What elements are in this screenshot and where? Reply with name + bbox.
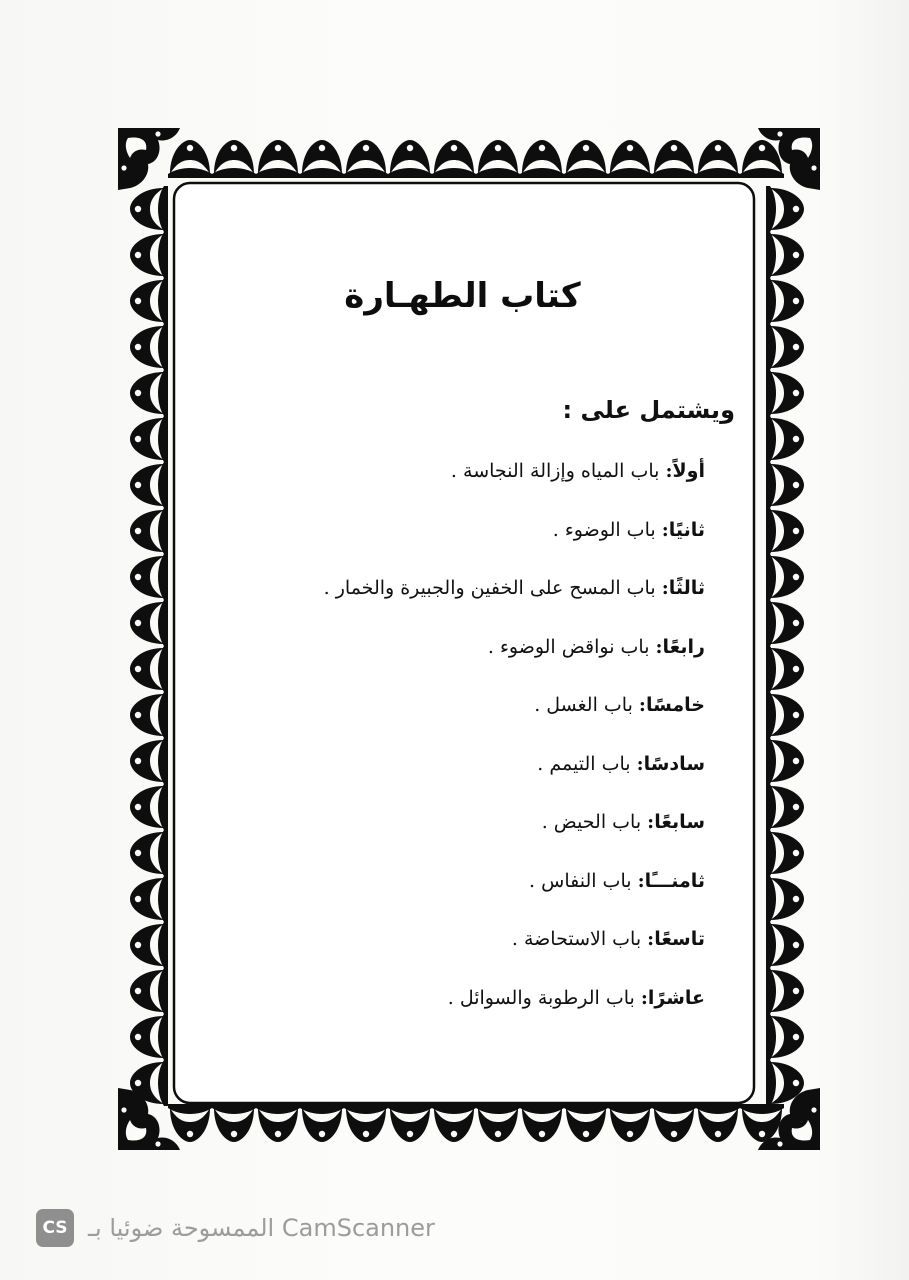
camscanner-logo-icon: CS bbox=[36, 1209, 74, 1247]
list-item: أولاً: باب المياه وإزالة النجاسة . bbox=[450, 460, 705, 482]
chapter-title: باب التيمم . bbox=[537, 752, 637, 775]
chapter-ordinal: تاسعًا bbox=[654, 928, 705, 950]
page-title: كتاب الطهـارة bbox=[344, 276, 581, 316]
chapter-ordinal: ثامنـــًا bbox=[644, 869, 705, 892]
chapter-title: باب المياه وإزالة النجاسة . bbox=[450, 460, 666, 482]
chapter-list bbox=[324, 460, 705, 1045]
frame-top-border bbox=[168, 140, 784, 178]
chapter-ordinal: عاشرًا bbox=[647, 986, 705, 1009]
chapter-ordinal: ثالثًا bbox=[668, 577, 705, 599]
chapter-ordinal: خامسًا bbox=[645, 694, 705, 716]
chapter-title: باب المسح على الخفين والجبيرة والخمار . bbox=[323, 577, 662, 599]
chapter-ordinal: ثانيًا bbox=[668, 518, 705, 541]
list-item: رابعًا: باب نواقض الوضوء . bbox=[487, 635, 705, 658]
chapter-title: باب الاستحاضة . bbox=[511, 928, 648, 950]
intro-heading: ويشتمل على : bbox=[562, 396, 735, 424]
frame-left-border bbox=[130, 186, 168, 1106]
camscanner-watermark bbox=[36, 1207, 435, 1249]
list-item: خامسًا: باب الغسل . bbox=[534, 694, 705, 716]
chapter-ordinal: سادسًا bbox=[643, 752, 705, 775]
chapter-title: باب الرطوبة والسوائل . bbox=[447, 986, 641, 1009]
chapter-title: باب الحيض . bbox=[541, 811, 648, 833]
chapter-title: باب النفاس . bbox=[529, 869, 638, 892]
chapter-title: باب الوضوء . bbox=[552, 518, 662, 541]
page-content bbox=[180, 190, 745, 1100]
watermark-text: الممسوحة ضوئيا بـ CamScanner bbox=[88, 1214, 435, 1242]
chapter-title: باب الغسل . bbox=[534, 694, 639, 716]
list-item: عاشرًا: باب الرطوبة والسوائل . bbox=[447, 986, 705, 1009]
list-item: سابعًا: باب الحيض . bbox=[541, 811, 705, 833]
chapter-ordinal: أولاً bbox=[672, 460, 705, 482]
list-item: ثامنـــًا: باب النفاس . bbox=[529, 869, 705, 892]
chapter-ordinal: رابعًا bbox=[662, 635, 705, 658]
list-item: ثالثًا: باب المسح على الخفين والجبيرة والخمار . bbox=[323, 577, 705, 599]
chapter-ordinal: سابعًا bbox=[654, 811, 705, 833]
frame-bottom-border bbox=[168, 1104, 784, 1142]
frame-right-border bbox=[766, 186, 804, 1106]
list-item: تاسعًا: باب الاستحاضة . bbox=[511, 928, 705, 950]
list-item: ثانيًا: باب الوضوء . bbox=[552, 518, 705, 541]
list-item: سادسًا: باب التيمم . bbox=[537, 752, 705, 775]
chapter-title: باب نواقض الوضوء . bbox=[487, 635, 656, 658]
